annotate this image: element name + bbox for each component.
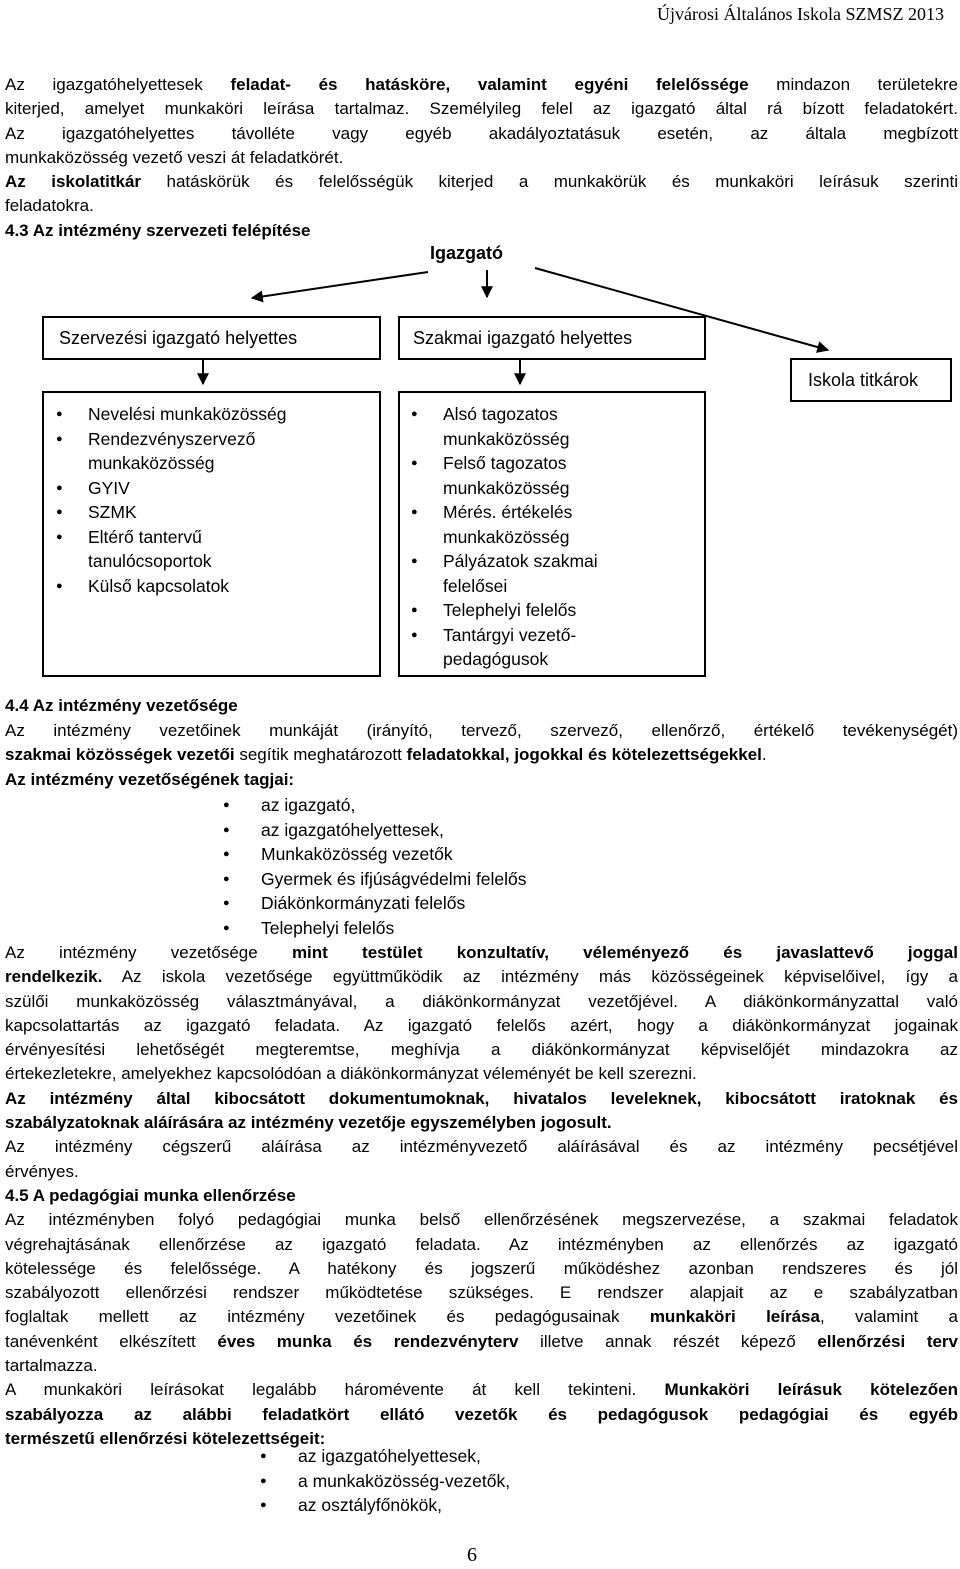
text-line: érvényes. (5, 1161, 79, 1181)
deputy-prof-units-list (443, 402, 643, 672)
management-body (5, 941, 958, 1451)
director-label: Igazgató (430, 243, 504, 263)
section-heading-4-5: 4.5 A pedagógiai munka ellenőrzése (5, 1185, 296, 1205)
text-line: Az igazgatóhelyettes távolléte vagy egyéb akadályoztatásuk esetén, az általa megbízott (5, 123, 958, 143)
control-subjects-list (298, 1444, 510, 1518)
list-item: ● GYIV (88, 476, 348, 501)
text-line: Az iskolatitkár hatáskörük és felelősségük kiterjed a munkakörük és munkaköri leírásuk szerinti (5, 172, 959, 192)
list-item: ● Diákönkormányzati felelős (261, 891, 527, 916)
list-item: ● Gyermek és ifjúságvédelmi felelős (261, 867, 527, 892)
deputy-prof-label: Szakmai igazgató helyettes (413, 328, 633, 348)
list-item: ● Pályázatok szakmai felelősei (443, 549, 633, 598)
text-line: foglaltak mellett az intézmény vezetőinek és pedagógusainak munkaköri leírása, valamint a (5, 1307, 958, 1327)
list-item: ● az igazgatóhelyettesek, (298, 1444, 510, 1469)
page-header: Újvárosi Általános Iskola SZMSZ 2013 (657, 4, 944, 24)
text-line: Az intézmény által kibocsátott dokumentumoknak, hivatalos leveleknek, kibocsátott iratoknak és (5, 1088, 958, 1108)
section-heading-4-4: 4.4 Az intézmény vezetősége (5, 696, 238, 715)
list-item: ● a munkaközösség-vezetők, (298, 1469, 510, 1494)
text-line: Az intézmény cégszerű aláírása az intézményvezető aláírásával és az intézmény pecsétjével (5, 1137, 958, 1157)
deputy-org-units-list (88, 402, 348, 598)
list-item: ● Nevelési munkaközösség (88, 402, 348, 427)
text-line: tanévenként elkészített éves munka és rendezvényterv illetve annak részét képező ellenőrzési terv (5, 1331, 959, 1351)
text-line: kiterjed, amelyet munkaköri leírása tartalmaz. Személyileg felel az igazgató által rá bízott feladatokért. (5, 99, 958, 119)
list-item: ● Alsó tagozatos munkaközösség (443, 402, 643, 451)
text-line: rendelkezik. Az iskola vezetősége együttműködik az intézmény más közösségeinek képviselőivel, így a (5, 967, 958, 987)
deputy-org-units-box (42, 391, 381, 677)
list-item: ● Telephelyi felelős (443, 598, 643, 623)
list-item: ● Munkaközösség vezetők (261, 842, 527, 867)
management-paragraph (5, 719, 958, 792)
text-line: Az intézményben folyó pedagógiai munka belső ellenőrzésének megszervezése, a szakmai feladatok (5, 1210, 958, 1230)
list-item: ● Eltérő tantervű tanulócsoportok (88, 525, 258, 574)
text-line: Az intézmény vezetőségének tagjai: (5, 769, 295, 789)
text-line: kapcsolattartás az igazgató feladata. Az igazgató felelős azért, hogy a diákönkormányzat jogainak (5, 1015, 958, 1035)
text-line: feladatokra. (5, 196, 94, 216)
text-line: tartalmazza. (5, 1356, 98, 1376)
management-members-list (261, 793, 527, 941)
page-number: 6 (467, 1544, 477, 1566)
text-line: érvényesítési lehetőségét megteremtse, meghívja a diákönkormányzat képviselőjét mindazokra az (5, 1040, 958, 1060)
text-line: természetű ellenőrzési kötelezettségeit: (5, 1428, 326, 1448)
list-item: ● az osztályfőnökök, (298, 1493, 510, 1518)
list-item: ● Külső kapcsolatok (88, 574, 348, 599)
deputy-org-box (42, 316, 381, 360)
text-line: értekezletekre, amelyekhez kapcsolódóan a diákönkormányzat véleményét be kell szerezni. (5, 1064, 697, 1084)
secretaries-box (790, 358, 952, 402)
text-line: szakmai közösségek vezetői segítik meghatározott feladatokkal, jogokkal és kötelezettségekkel. (5, 745, 767, 765)
text-line: Az igazgatóhelyettesek feladat- és hatásköre, valamint egyéni felelőssége mindazon területekre (5, 75, 959, 94)
text-line: szabályzatoknak aláírására az intézmény vezetője egyszemélyben jogosult. (5, 1113, 612, 1133)
text-line: szabályozott ellenőrzési rendszer működtetése szükséges. E rendszer alapjait az e szabályzatban (5, 1283, 958, 1303)
list-item: ● Telephelyi felelős (261, 916, 527, 941)
text-line: szülői munkaközösség választmányával, a diákönkormányzat vezetőjével. A diákönkormányzattal való (5, 991, 958, 1011)
list-item: ● Mérés. értékelés munkaközösség (443, 500, 603, 549)
deputy-org-label: Szervezési igazgató helyettes (59, 328, 298, 348)
text-line: szabályozza az alábbi feladatkört ellátó vezetők és pedagógusok pedagógiai és egyéb (5, 1404, 958, 1424)
section-heading-4-3: 4.3 Az intézmény szervezeti felépítése (5, 221, 311, 240)
text-line: Az intézmény vezetősége mint testület konzultatív, véleményező és javaslattevő joggal (5, 943, 958, 962)
text-line: Az intézmény vezetőinek munkáját (irányító, tervező, szervező, ellenőrző, értékelő tevékenységét) (5, 721, 958, 740)
text-line: munkaközösség vezető veszi át feladatkörét. (5, 147, 344, 167)
deputy-prof-units-box (398, 391, 706, 677)
list-item: ● Tantárgyi vezető-pedagógusok (443, 623, 608, 672)
list-item: ● Rendezvényszervező munkaközösség (88, 427, 348, 476)
text-line: végrehajtásának ellenőrzése az igazgató feladata. Az intézményben az ellenőrzés az igazgató (5, 1234, 958, 1254)
text-line: A munkaköri leírásokat legalább háromévente át kell tekinteni. Munkaköri leírásuk kötelezően (5, 1380, 958, 1400)
list-item: ● az igazgató, (261, 793, 527, 818)
text-line: kötelessége és felelőssége. A hatékony és jogszerű működéshez azonban rendszeres és jól (5, 1258, 958, 1278)
list-item: ● Felső tagozatos munkaközösség (443, 451, 643, 500)
secretaries-label: Iskola titkárok (808, 370, 919, 390)
deputy-prof-box (398, 316, 706, 360)
list-item: ● SZMK (88, 500, 348, 525)
list-item: ● az igazgatóhelyettesek, (261, 818, 527, 843)
